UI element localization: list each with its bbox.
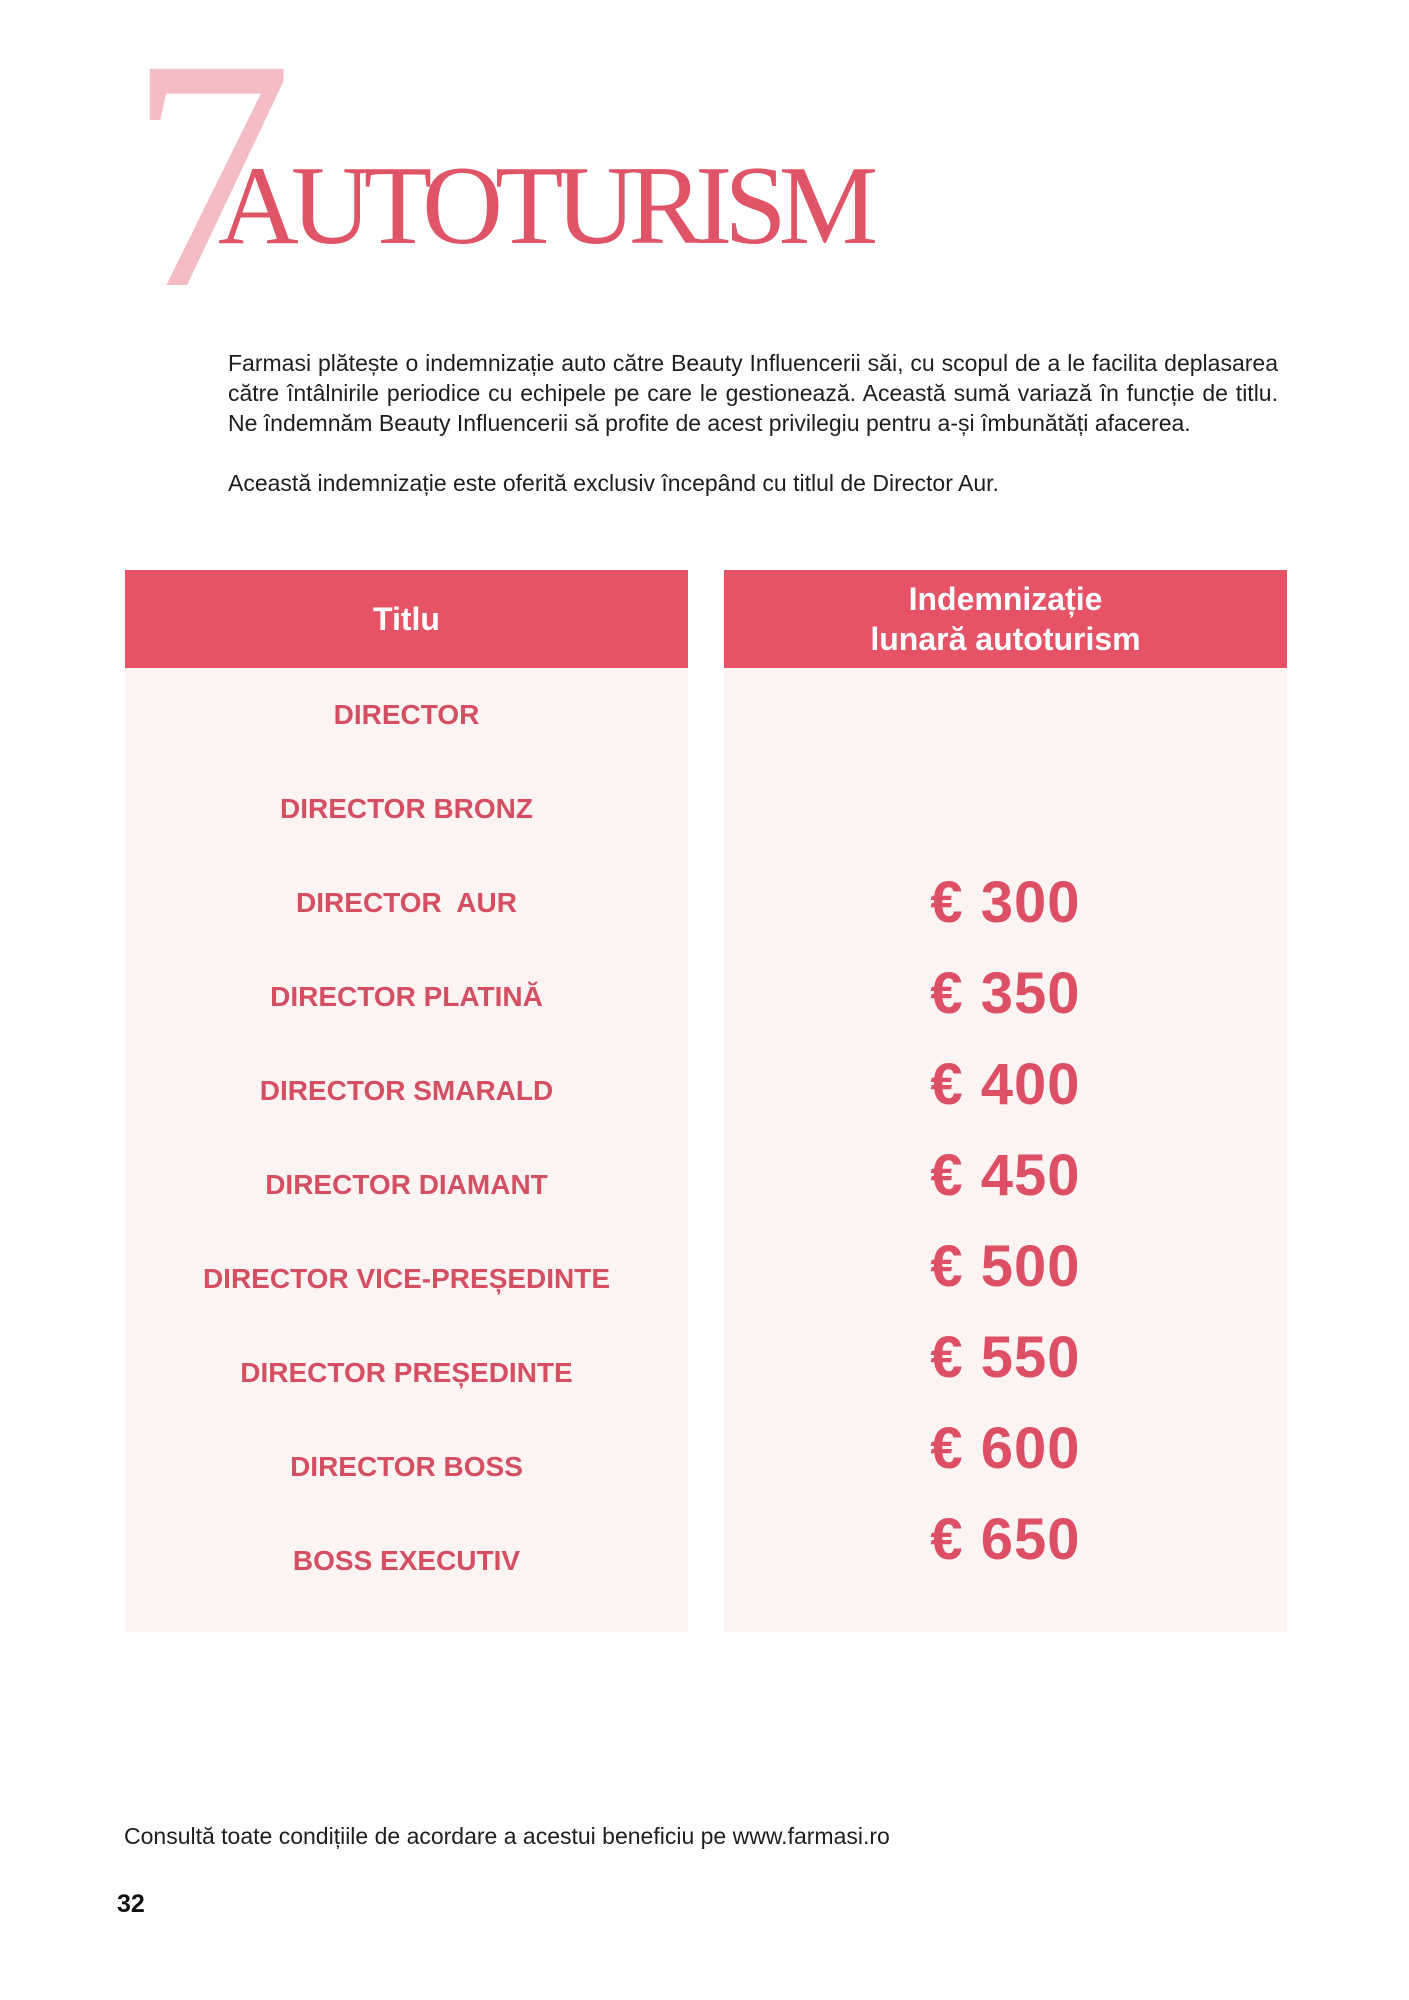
intro-text: [228, 348, 1278, 528]
amounts-column: [724, 570, 1287, 1632]
title-row-director-diamant: DIRECTOR DIAMANT: [265, 1169, 548, 1200]
footer-note: Consultă toate condițiile de acordare a acestui beneficiu pe www.farmasi.ro: [124, 1823, 890, 1849]
titles-list: [125, 668, 688, 1632]
title-row-director-smarald: DIRECTOR SMARALD: [259, 1075, 554, 1106]
amount-director-platina: € 350: [930, 961, 1081, 1026]
title-row-director-presedinte: DIRECTOR PREȘEDINTE: [240, 1357, 573, 1388]
amounts-header-label: [724, 579, 1287, 659]
title-row-director-vice-presedinte: DIRECTOR VICE-PREȘEDINTE: [202, 1263, 611, 1294]
section-number: 7: [128, 0, 283, 357]
amounts-column-header: [724, 570, 1287, 668]
title-row-director: DIRECTOR: [333, 699, 480, 730]
amount-director-boss: € 600: [930, 1416, 1081, 1481]
titles-column: [125, 570, 688, 1632]
title-row-director-platina: DIRECTOR PLATINĂ: [270, 981, 543, 1012]
amount-director-smarald: € 400: [930, 1052, 1081, 1117]
amounts-list: [724, 668, 1287, 1632]
intro-paragraph-2: Această indemnizație este oferită exclusiv începând cu titlul de Director Aur.: [228, 470, 999, 496]
title-row-director-aur: DIRECTOR AUR: [296, 887, 517, 918]
page-title: AUTOTURISM: [218, 144, 871, 268]
title-row-boss-executiv: BOSS EXECUTIV: [292, 1545, 521, 1576]
titles-header-label: Titlu: [373, 601, 440, 637]
amounts-header-line-2: lunară autoturism: [870, 621, 1141, 657]
amount-director-presedinte: € 550: [930, 1325, 1081, 1390]
amount-director-diamant: € 450: [930, 1143, 1081, 1208]
amount-boss-executiv: € 650: [930, 1507, 1081, 1572]
title-row-director-boss: DIRECTOR BOSS: [290, 1451, 523, 1482]
amounts-header-line-1: Indemnizație: [908, 581, 1103, 617]
titles-column-header: [125, 570, 688, 668]
intro-paragraph-1: Farmasi plătește o indemnizație auto către Beauty Influencerii săi, cu scopul de a le facilita deplasarea către întâlnirile periodice cu echipele pe care le gestionează. Această sumă variază în funcție de titlu. Ne îndemnăm Beauty Influencerii să profite de acest privilegiu pentru a-și îmbunătăți afacerea.: [228, 350, 1278, 436]
amount-director-aur: € 300: [930, 870, 1081, 935]
title-row-director-bronz: DIRECTOR BRONZ: [279, 793, 534, 824]
page-number: 32: [117, 1890, 145, 1918]
amount-director-vice-presedinte: € 500: [930, 1234, 1081, 1299]
